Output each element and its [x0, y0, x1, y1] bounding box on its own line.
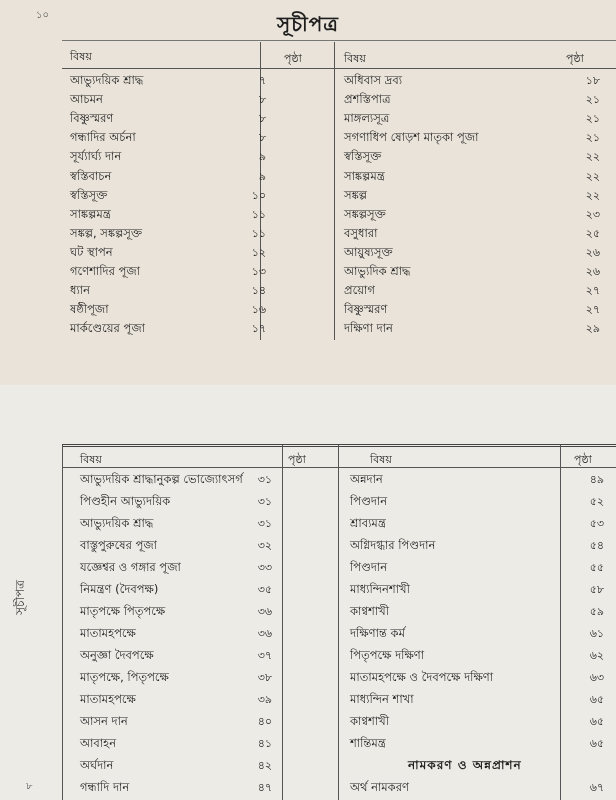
toc-entry-title: মাতামহপক্ষে [80, 626, 136, 640]
header-subject: বিষয় [370, 453, 392, 466]
toc-entry-page: ৪০ [257, 715, 272, 728]
toc-entry-title: শ্রাব্যমন্ত্র [350, 516, 386, 530]
header-subject: বিষয় [80, 453, 102, 466]
toc-entry-title: শান্তিমন্ত্র [350, 736, 386, 750]
toc-entry-title: মাতামহপক্ষে ও দৈবপক্ষে দক্ষিণা [350, 670, 494, 684]
toc-entry-title: স্বস্তিবাচন [70, 168, 112, 183]
toc-entry-title: পিণ্ডদান [350, 494, 388, 508]
toc-entry-page: ৮ [258, 93, 266, 107]
toc-entry-title: অন্নদান [350, 472, 383, 486]
toc-entry-title: মাতামহপক্ষে [80, 692, 136, 706]
toc-entry-page: ৮ [258, 112, 266, 126]
toc-entry-title: প্রয়োগ [344, 283, 375, 298]
column-divider [560, 445, 561, 800]
toc-entry-page: ৬৩ [589, 671, 604, 684]
toc-entry-title: পিণ্ডহীন আভ্যুদয়িক [80, 494, 171, 508]
toc-table [0, 385, 616, 800]
toc-entry-page: ৭ [258, 74, 266, 87]
header-page: পৃষ্ঠা [288, 453, 306, 466]
side-label: সূচীপত্র [13, 580, 27, 615]
toc-entry-page: ২৭ [585, 284, 600, 298]
toc-entry-page: ৩৭ [257, 649, 272, 662]
toc-entry-title: বিষ্ণুস্মরণ [344, 302, 388, 317]
toc-entry-title: বসুধারা [344, 225, 378, 240]
toc-entry-title: আভ্যুদয়িক শ্রাদ্ধানুকল্প ভোজ্যোৎসর্গ [80, 472, 243, 486]
header-page: পৃষ্ঠা [574, 453, 592, 466]
toc-entry-title: আচমন [70, 92, 103, 107]
toc-entry-page: ৬৭ [589, 781, 604, 794]
section-heading: নামকরণ ও অন্নপ্রাশন [408, 758, 522, 772]
header-rule [62, 68, 616, 69]
toc-entry-page: ২১ [585, 93, 600, 107]
top-page [0, 0, 616, 385]
toc-entry-page: ২২ [585, 169, 600, 183]
toc-entry-page: ৫২ [589, 495, 604, 508]
toc-entry-title: স্বস্তিসূক্ত [344, 149, 382, 164]
toc-entry-title: ঘট স্থাপন [70, 244, 113, 259]
toc-entry-title: মাধ্যন্দিনশাখী [350, 582, 410, 596]
toc-entry-title: গন্ধাদি দান [80, 780, 130, 794]
bottom-page [0, 385, 616, 800]
toc-entry-page: ৯ [258, 150, 266, 164]
toc-entry-page: ৩৮ [257, 671, 272, 684]
toc-entry-page: ১০ [251, 188, 266, 202]
toc-entry-title: মার্কণ্ডেয়ের পূজা [70, 321, 145, 336]
toc-entry-title: দক্ষিণা দান [344, 321, 393, 336]
toc-entry-page: ১৩ [251, 265, 266, 278]
toc-entry-page: ৫৪ [589, 539, 604, 552]
toc-entry-title: গণেশাদির পূজা [70, 264, 140, 278]
toc-entry-title: অর্ঘদান [80, 758, 114, 772]
toc-entry-page: ৫৫ [589, 561, 604, 574]
toc-entry-title: স্বস্তিসূক্ত [70, 187, 108, 202]
toc-entry-page: ২২ [585, 150, 600, 164]
toc-entry-page: ৪১ [257, 737, 272, 750]
header-subject: বিষয় [70, 50, 92, 63]
toc-entry-title: কাণ্বশাখী [350, 714, 390, 728]
toc-entry-title: নিমন্ত্রণ (দৈবপক্ষ) [80, 582, 159, 596]
toc-entry-title: যজ্ঞেশ্বর ও গঙ্গার পূজা [80, 560, 181, 574]
toc-entry-title: অর্থ নামকরণ [350, 780, 409, 794]
toc-entry-title: মাতৃপক্ষে, পিতৃপক্ষে [80, 670, 169, 684]
toc-entry-title: পিতৃপক্ষে দক্ষিণা [350, 648, 425, 662]
toc-entry-page: ২১ [585, 112, 600, 126]
header-subject: বিষয় [344, 52, 366, 65]
toc-entry-page: ৬১ [589, 627, 604, 640]
page-number: ১০ [36, 10, 49, 21]
toc-entry-page: ৬৫ [589, 693, 604, 706]
header-page: পৃষ্ঠা [566, 52, 584, 65]
toc-entry-page: ২৫ [585, 226, 600, 240]
toc-entry-title: সাঙ্কল্পমন্ত্র [70, 206, 111, 221]
toc-entry-page: ২৬ [585, 245, 600, 259]
toc-entry-page: ৩৬ [257, 605, 272, 618]
toc-entry-title: আয়ুষ্যসূক্ত [344, 244, 393, 259]
toc-entry-page: ৩৩ [257, 561, 272, 574]
toc-entry-page: ৩১ [257, 517, 272, 530]
toc-entry-title: বিষ্ণুস্মরণ [70, 111, 114, 126]
toc-entry-page: ২২ [585, 188, 600, 202]
toc-entry-title: আভ্যুদয়িক শ্রাদ্ধ [80, 516, 154, 530]
toc-entry-title: কাণ্বশাখী [350, 604, 390, 618]
toc-entry-title: আবাহন [80, 736, 117, 750]
toc-entry-page: ২৭ [585, 303, 600, 317]
toc-entry-page: ৯ [258, 169, 266, 183]
toc-entry-page: ২৯ [585, 322, 600, 336]
toc-entry-page: ২৩ [585, 207, 600, 221]
toc-entry-title: সাঙ্কল্পমন্ত্র [344, 168, 385, 183]
toc-entry-page: ১৪ [251, 284, 266, 298]
toc-entry-page: ১৬ [251, 303, 266, 317]
toc-entry-title: মাঙ্গল্যসূত্র [344, 111, 390, 126]
top-rule [62, 444, 616, 447]
toc-entry-title: আভ্যুদয়িক শ্রাদ্ধ [70, 73, 144, 87]
toc-entry-page: ১১ [251, 226, 266, 240]
column-divider [62, 445, 63, 800]
toc-entry-page: ৬৫ [589, 737, 604, 750]
page-title: সূচীপত্র [277, 12, 339, 36]
toc-table [0, 0, 616, 385]
toc-entry-page: ৩৫ [257, 583, 272, 596]
toc-entry-page: ৩৯ [257, 693, 272, 706]
toc-entry-page: ৩১ [257, 473, 272, 486]
page-number: ৮ [26, 781, 33, 792]
toc-entry-title: মাতৃপক্ষে পিতৃপক্ষে [80, 604, 166, 618]
toc-entry-page: ৮ [258, 131, 266, 145]
toc-entry-title: দক্ষিণান্ত কর্ম [350, 626, 405, 640]
toc-entry-title: পিণ্ডদান [350, 560, 388, 574]
toc-entry-title: সঙ্কল্প [344, 187, 368, 202]
toc-entry-title: অধিবাস দ্রব্য [344, 73, 403, 87]
toc-entry-title: অগ্নিদগ্ধার পিণ্ডদান [350, 538, 436, 552]
column-divider [282, 445, 283, 800]
toc-entry-page: ৩২ [257, 539, 272, 552]
toc-entry-title: সূর্য্যার্ঘ্য দান [70, 149, 122, 164]
toc-entry-title: সঙ্কল্প, সঙ্কল্পসূক্ত [70, 225, 143, 240]
toc-entry-title: মাধ্যন্দিন শাখা [350, 692, 414, 706]
toc-entry-title: বাস্তুপুরুষের পূজা [80, 538, 158, 552]
toc-entry-page: ৫৯ [589, 605, 604, 618]
toc-entry-page: ২৬ [585, 265, 600, 278]
toc-entry-page: ২১ [585, 131, 600, 145]
toc-entry-page: ৪৯ [589, 473, 604, 486]
toc-entry-title: অনুজ্ঞা দৈবপক্ষে [80, 648, 154, 662]
toc-entry-page: ৬৫ [589, 715, 604, 728]
toc-entry-page: ৫৩ [589, 517, 604, 530]
toc-entry-title: ধ্যান [70, 283, 90, 298]
toc-entry-page: ৬২ [589, 649, 604, 662]
toc-entry-title: সগণাধিপ ষোড়শ মাতৃকা পূজা [344, 130, 479, 145]
toc-entry-page: ১১ [251, 207, 266, 221]
header-rule [62, 467, 616, 468]
toc-entry-page: ৪৭ [257, 781, 272, 794]
toc-entry-title: প্রশস্তিপাত্র [344, 92, 391, 107]
column-divider [334, 42, 335, 340]
header-page: পৃষ্ঠা [284, 52, 302, 65]
column-divider [338, 445, 339, 800]
toc-entry-page: ১৮ [585, 74, 600, 87]
toc-entry-page: ৩৬ [257, 627, 272, 640]
toc-entry-page: ৫৮ [589, 583, 604, 596]
toc-entry-page: ১৭ [251, 322, 266, 336]
toc-entry-title: সঙ্কল্পসূক্ত [344, 206, 386, 221]
toc-entry-page: ৪২ [257, 759, 272, 772]
toc-entry-title: আসন দান [80, 714, 128, 728]
toc-entry-page: ১২ [251, 245, 266, 259]
toc-entry-title: গন্ধাদির অর্চনা [70, 130, 136, 145]
toc-entry-title: আভ্যুদিক শ্রাদ্ধ [344, 264, 411, 278]
toc-entry-title: ষষ্ঠীপূজা [70, 302, 109, 317]
toc-entry-page: ৩১ [257, 495, 272, 508]
